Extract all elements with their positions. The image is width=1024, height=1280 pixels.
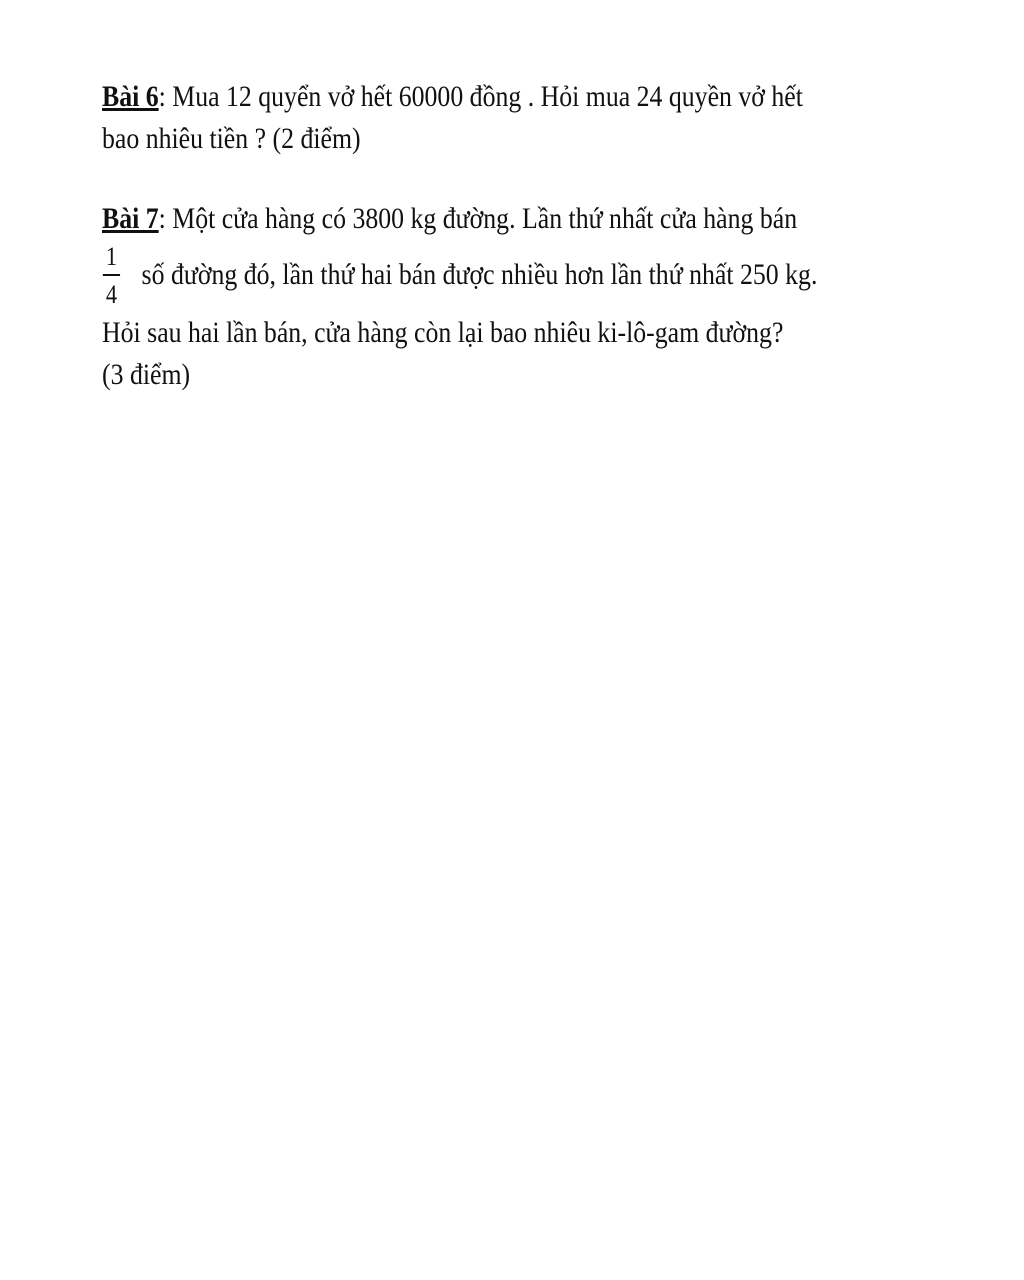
problem-6-text-1: : Mua 12 quyển vở hết 60000 đồng . Hỏi mua 24 quyền vở hết <box>158 80 803 113</box>
fraction-denominator: 4 <box>105 280 118 309</box>
fraction <box>102 242 121 310</box>
problem-7-line-3: Hỏi sau hai lần bán, cửa hàng còn lại bao nhiêu ki-lô-gam đường? <box>102 316 784 349</box>
problem-7-line-4: (3 điểm) <box>102 358 191 391</box>
problem-6-line-1 <box>102 76 803 118</box>
problem-7-line-1 <box>102 198 798 240</box>
fraction-numerator: 1 <box>105 242 118 271</box>
problem-7-text-1: : Một cửa hàng có 3800 kg đường. Lần thứ nhất cửa hàng bán <box>158 202 798 235</box>
problem-6 <box>102 76 803 160</box>
problem-7 <box>102 198 818 396</box>
problem-7-text-2: số đường đó, lần thứ hai bán được nhiều hơn lần thứ nhất 250 kg. <box>141 258 818 291</box>
problem-7-line-2 <box>102 240 818 312</box>
problem-6-label: Bài 6 <box>102 80 159 113</box>
problem-7-label: Bài 7 <box>102 202 159 235</box>
problem-6-line-2: bao nhiêu tiền ? (2 điểm) <box>102 122 361 155</box>
fraction-bar <box>103 274 120 276</box>
